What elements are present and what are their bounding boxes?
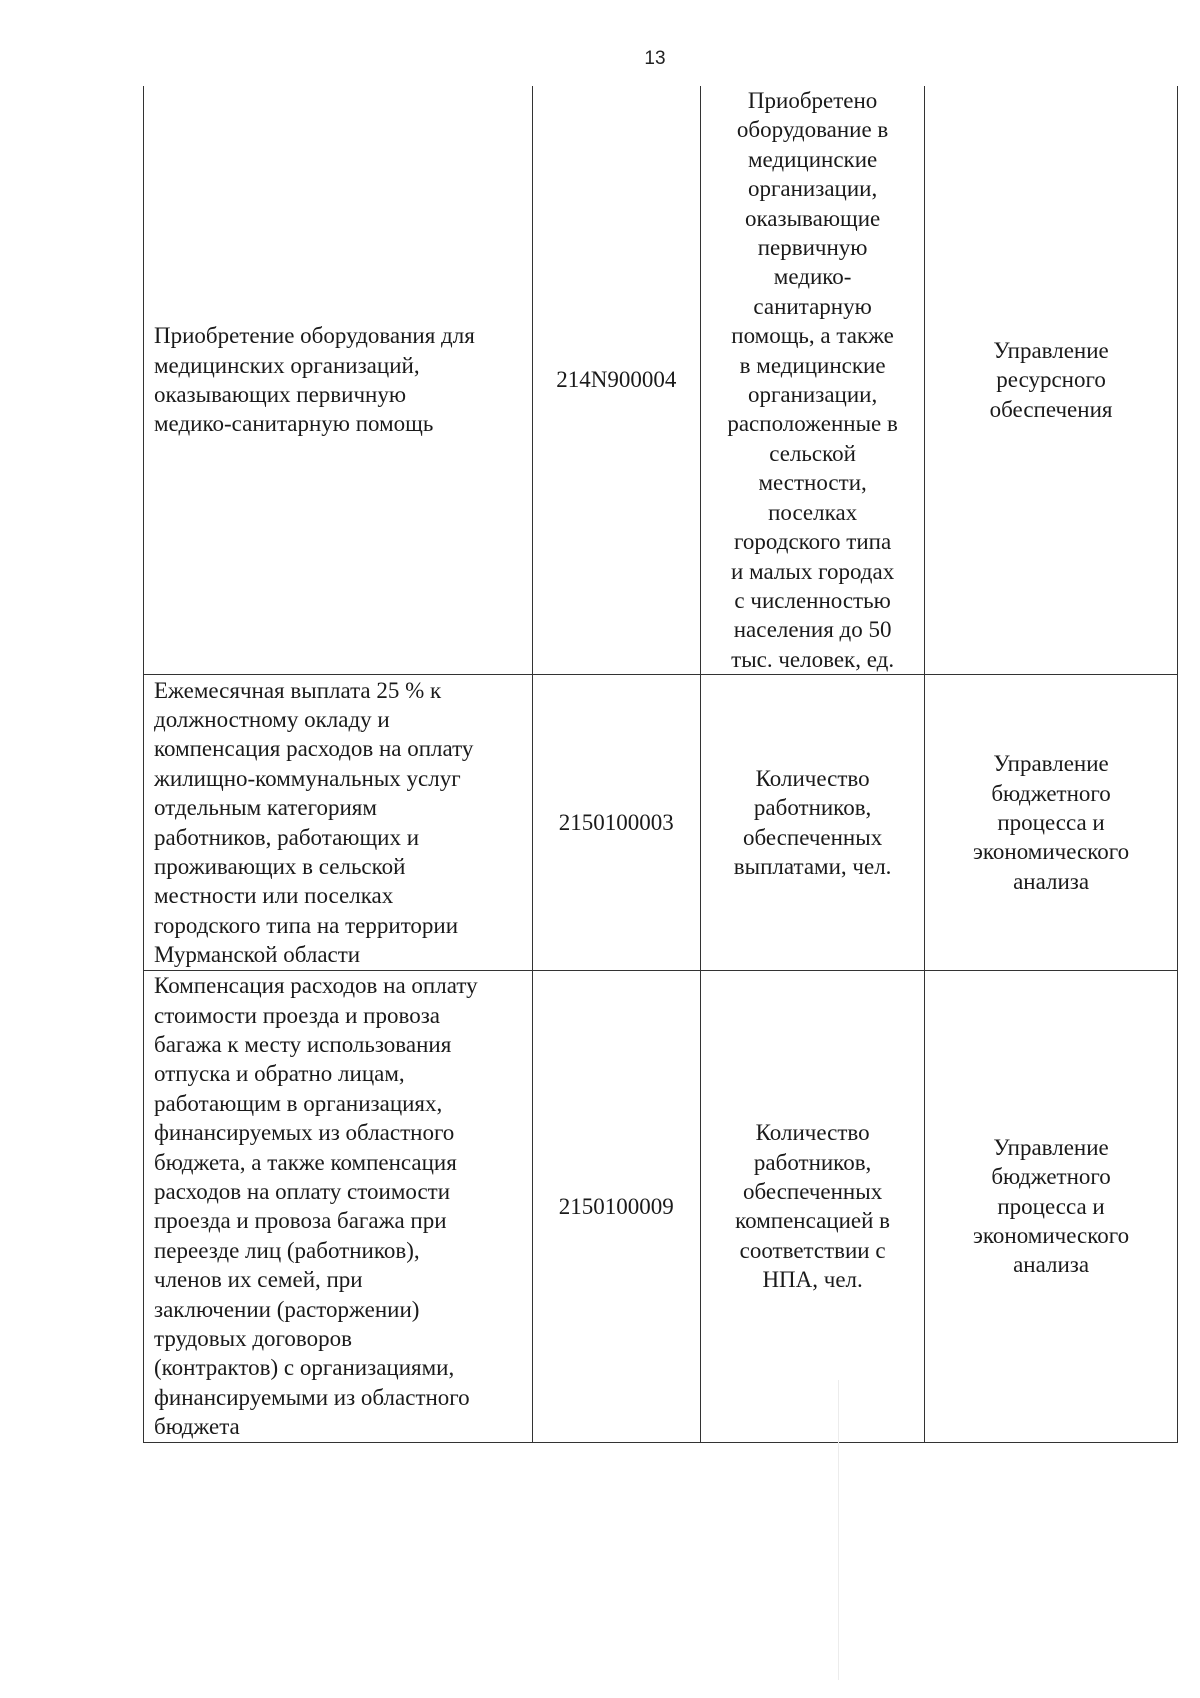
department-cell [925,971,1178,1443]
indicator-cell [701,86,925,675]
code-cell [532,971,701,1443]
department-name: Управление бюджетного процесса и экономического анализа [973,751,1130,894]
indicator-text: Количество работников, обеспеченных выплатами, чел. [733,765,892,880]
indicator-cell [701,971,925,1443]
department-name: Управление ресурсного обеспечения [989,337,1113,422]
measure-name: Компенсация расходов на оплату стоимости проезда и провоза багажа к месту использования отпуска и обратно лицам, работающим в организациях, финансируемых из областного бюджета, а также компенсация расходов на оплату стоимости проезда и провоза багажа при переезде лиц (работников), членов их семей, при заключении (расторжении) трудовых договоров (контрактов) с организациями, финансируемыми из областного бюджета [154,973,478,1440]
page-number: 13 [644,48,666,69]
table-row [144,675,1178,971]
department-name: Управление бюджетного процесса и экономического анализа [973,1134,1130,1278]
indicator-text: Количество работников, обеспеченных компенсацией в соответствии с НПА, чел. [735,1120,891,1293]
measure-name-cell [144,675,533,971]
measure-name: Ежемесячная выплата 25 % к должностному окладу и компенсация расходов на оплату жилищно-коммунальных услуг отдельным категориям работников, работающих и проживающих в сельской местности или поселках городского типа на территории Мурманской области [154,677,474,968]
department-cell [925,86,1178,675]
table-row [144,971,1178,1443]
measure-name: Приобретение оборудования для медицинских организаций, оказывающих первичную медико-санитарную помощь [154,323,475,437]
code-cell [532,675,701,971]
measures-table [143,86,1178,1443]
budget-code: 214N900004 [556,367,677,393]
measure-name-cell [144,971,533,1443]
budget-code: 2150100003 [558,809,674,835]
indicator-cell [701,675,925,971]
scan-artifact-line [838,1380,839,1680]
department-cell [925,675,1178,971]
budget-code: 2150100009 [558,1193,674,1219]
measure-name-cell [144,86,533,675]
indicator-text: Приобретено оборудование в медицинские организации, оказывающие первичную медико- санитарную помощь, а также в медицинские организации, расположенные в сельской местности, поселках городского типа и малых городах с численностью населения до 50 тыс. человек, ед. [727,88,898,672]
table-row [144,86,1178,675]
code-cell [532,86,701,675]
